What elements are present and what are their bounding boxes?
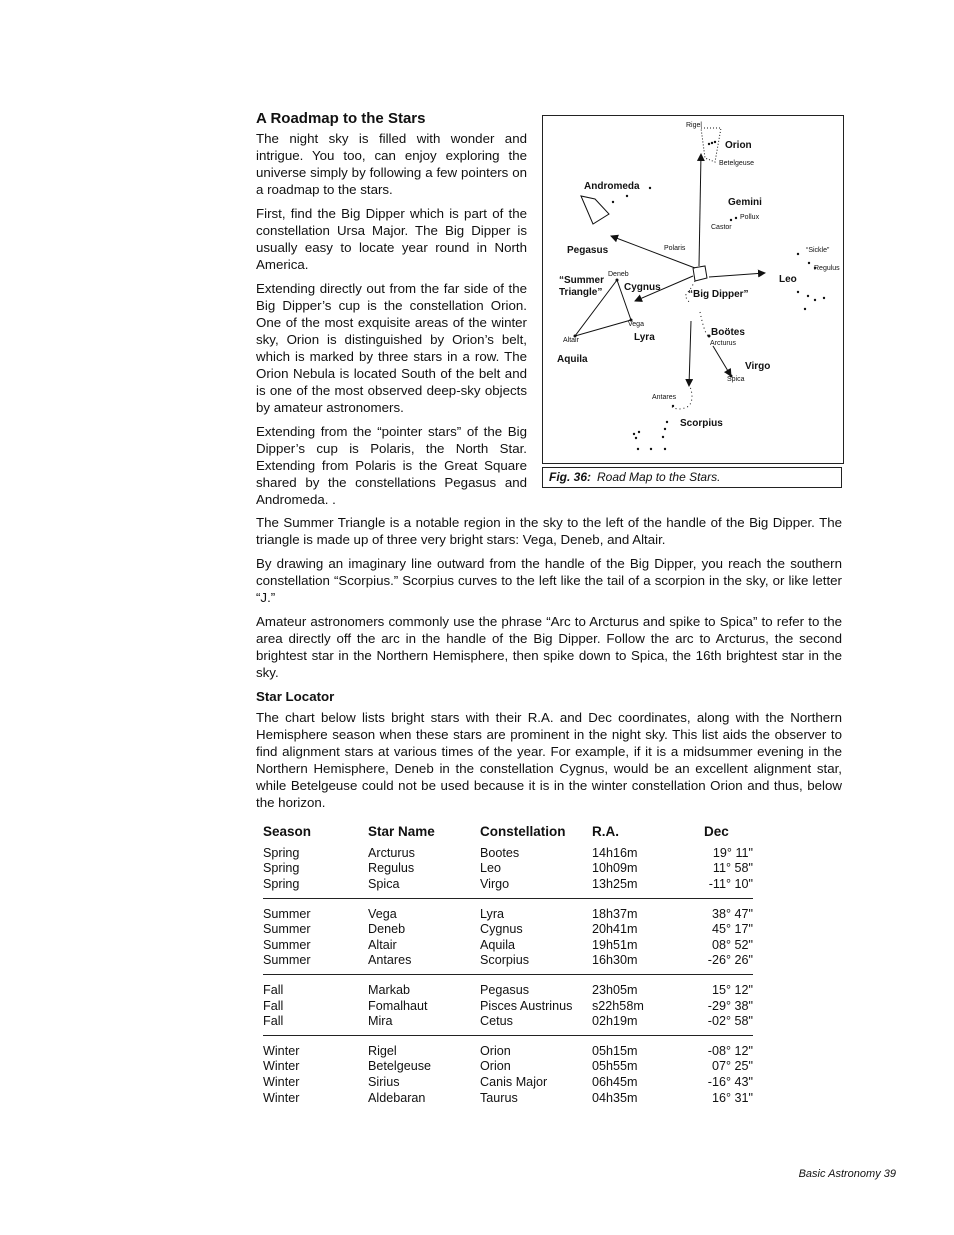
cell-dec: -29° 38" <box>707 998 753 1013</box>
cell-ra: 06h45m <box>592 1074 638 1089</box>
table-row <box>263 1090 753 1106</box>
cell-dec: -26° 26" <box>707 953 753 968</box>
cell-star-name: Spica <box>368 876 400 891</box>
cell-star-name: Aldebaran <box>368 1090 426 1105</box>
cell-dec: 08° 52" <box>711 937 753 952</box>
cell-star-name: Rigel <box>368 1043 397 1058</box>
cell-star-name: Arcturus <box>368 845 415 860</box>
arrow-to-leo <box>709 273 765 277</box>
label-polaris: Polaris <box>664 245 686 252</box>
table-row <box>263 861 753 877</box>
header-season: Season <box>263 823 312 839</box>
cell-star-name: Antares <box>368 953 412 968</box>
table-row <box>263 1074 753 1090</box>
header-constellation: Constellation <box>480 823 566 839</box>
cell-constellation: Pegasus <box>480 982 530 997</box>
cell-dec: -08° 12" <box>707 1043 753 1058</box>
arc-to-arcturus <box>700 312 709 336</box>
paragraph: The night sky is filled with wonder and intrigue. You too, can enjoy exploring the universe simply by following a few pointers on a roadmap to the stars. <box>256 131 527 197</box>
table-row <box>263 906 753 922</box>
label-andromeda: Andromeda <box>584 181 640 192</box>
cell-season: Summer <box>263 906 311 921</box>
big-dipper-cup <box>693 266 707 281</box>
label-summer-triangle-2: Triangle” <box>559 287 603 298</box>
cell-constellation: Cetus <box>480 1014 513 1029</box>
cell-season: Summer <box>263 953 311 968</box>
cell-dec: -11° 10" <box>708 876 753 891</box>
cell-constellation: Scorpius <box>480 953 529 968</box>
label-orion: Orion <box>725 140 752 151</box>
caption-text: Road Map to the Stars. <box>597 470 721 484</box>
column-text <box>256 130 527 515</box>
cell-ra: 23h05m <box>592 982 638 997</box>
table-header <box>263 820 753 842</box>
table-row <box>263 953 753 969</box>
label-altair: Altair <box>563 337 579 344</box>
figure-caption <box>542 467 842 488</box>
label-betelgeuse: Betelgeuse <box>719 160 755 167</box>
cell-season: Winter <box>263 1090 300 1105</box>
cell-constellation: Pisces Austrinus <box>480 998 573 1013</box>
table-body <box>263 842 753 1111</box>
cell-constellation: Leo <box>480 861 502 876</box>
header-dec: Dec <box>704 823 729 839</box>
label-leo: Leo <box>779 274 797 285</box>
cell-ra: 20h41m <box>592 922 638 937</box>
cell-star-name: Betelgeuse <box>368 1059 432 1074</box>
table-row <box>263 1059 753 1075</box>
label-aquila: Aquila <box>557 354 588 365</box>
cell-ra: 05h55m <box>592 1059 638 1074</box>
caption-number: Fig. 36: <box>549 470 592 484</box>
cell-constellation: Virgo <box>480 876 510 891</box>
label-antares: Antares <box>652 394 677 401</box>
star-map-svg <box>543 116 843 463</box>
cell-star-name: Mira <box>368 1014 393 1029</box>
table-row <box>263 845 753 861</box>
section-title: A Roadmap to the Stars <box>256 110 426 127</box>
table-row <box>263 876 753 892</box>
cell-star-name: Sirius <box>368 1074 400 1089</box>
cell-constellation: Aquila <box>480 937 516 952</box>
label-cygnus: Cygnus <box>624 282 661 293</box>
cell-season: Summer <box>263 937 311 952</box>
paragraph: The chart below lists bright stars with their R.A. and Dec coordinates, along with the Northern Hemisphere season when these stars are prominent in the night sky. This list aids the observer to find alignment stars at various times of the year. For example, if it is a midsummer evening in the Northern Hemisphere, Deneb in the constellation Cygnus, would be an excellent alignment star, while Betelgeuse could not be used because it is in the winter constellation Orion and thus, below the horizon. <box>256 710 842 810</box>
cell-dec: -02° 58" <box>707 1014 753 1029</box>
table-row <box>263 982 753 998</box>
cell-dec: -16° 43" <box>707 1074 753 1089</box>
paragraph: Extending from the “pointer stars” of the Big Dipper’s cup is Polaris, the North Star. Extending from Polaris is the Great Square shared by the constellations Pegasus and Andromeda. . <box>256 424 527 507</box>
label-castor: Castor <box>711 224 732 231</box>
great-square <box>581 196 609 224</box>
label-spica: Spica <box>727 376 745 383</box>
label-deneb: Deneb <box>608 271 629 278</box>
label-bootes: Boötes <box>711 327 745 338</box>
table-group <box>263 842 753 898</box>
table-row <box>263 1013 753 1029</box>
paragraph: Extending directly out from the far side of the Big Dipper’s cup is the constellation Orion. One of the most exquisite areas of the winter sky, Orion is distinguished by Orion’s belt, which is marked by three stars in a row. The Orion Nebula is located South of the belt and is one of the most observed deep-sky objects by amateur astronomers. <box>256 281 527 415</box>
cell-star-name: Vega <box>368 906 397 921</box>
cell-season: Spring <box>263 861 300 876</box>
cell-season: Winter <box>263 1059 300 1074</box>
paragraph: Amateur astronomers commonly use the phrase “Arc to Arcturus and spike to Spica” to refer to the area directly off the arc in the handle of the Big Dipper. Follow the arc to Arcturus, the second brightest star in the Northern Hemisphere, then spike down to Spica, the 16th brightest star in the sky. <box>256 614 842 680</box>
cell-constellation: Orion <box>480 1059 511 1074</box>
cell-ra: 18h37m <box>592 906 638 921</box>
table-row <box>263 998 753 1014</box>
cell-dec: 15° 12" <box>711 982 753 997</box>
paragraph: The Summer Triangle is a notable region in the sky to the left of the handle of the Big Dipper. The triangle is made up of three very bright stars: Vega, Deneb, and Altair. <box>256 515 842 547</box>
cell-constellation: Bootes <box>480 845 520 860</box>
cell-constellation: Taurus <box>480 1090 518 1105</box>
arrow-to-scorpius <box>689 321 691 386</box>
cell-dec: 19° 11" <box>712 845 753 860</box>
label-scorpius: Scorpius <box>680 418 723 429</box>
cell-ra: 10h09m <box>592 861 638 876</box>
cell-ra: 05h15m <box>592 1043 638 1058</box>
cell-dec: 07° 25" <box>711 1059 753 1074</box>
cell-season: Fall <box>263 982 284 997</box>
cell-ra: 02h19m <box>592 1014 638 1029</box>
table-row <box>263 1043 753 1059</box>
arrow-to-pegasus <box>611 236 695 268</box>
header-ra: R.A. <box>592 823 619 839</box>
label-arcturus: Arcturus <box>710 340 737 347</box>
cell-season: Fall <box>263 1014 284 1029</box>
spike-to-spica <box>713 346 731 376</box>
cell-constellation: Lyra <box>480 906 505 921</box>
header-star-name: Star Name <box>368 823 435 839</box>
cell-star-name: Markab <box>368 982 410 997</box>
star-locator-table <box>263 820 753 1111</box>
cell-dec: 38° 47" <box>711 906 753 921</box>
cell-season: Fall <box>263 998 284 1013</box>
cell-dec: 45° 17" <box>711 922 753 937</box>
label-gemini: Gemini <box>728 197 762 208</box>
table-group <box>263 1035 753 1111</box>
label-virgo: Virgo <box>745 361 771 372</box>
label-pegasus: Pegasus <box>567 245 609 256</box>
cell-star-name: Deneb <box>368 922 406 937</box>
cell-star-name: Altair <box>368 937 397 952</box>
page-footer: Basic Astronomy 39 <box>798 1168 896 1180</box>
cell-season: Winter <box>263 1043 300 1058</box>
paragraph: By drawing an imaginary line outward from the handle of the Big Dipper, you reach the southern constellation “Scorpius.” Scorpius curves to the left like the tail of a scorpion in the sky, or like letter “J.” <box>256 556 842 605</box>
label-regulus: Regulus <box>814 265 840 272</box>
cell-season: Summer <box>263 922 311 937</box>
subheading: Star Locator <box>256 689 335 704</box>
cell-season: Winter <box>263 1074 300 1089</box>
table-row <box>263 937 753 953</box>
label-lyra: Lyra <box>634 332 655 343</box>
label-pollux: Pollux <box>740 214 760 221</box>
cell-ra: 13h25m <box>592 876 638 891</box>
paragraph: First, find the Big Dipper which is part of the constellation Ursa Major. The Big Dipper is usually easy to locate year round in North America. <box>256 206 527 272</box>
cell-ra: 14h16m <box>592 845 638 860</box>
full-width-text <box>256 514 842 818</box>
arrow-to-orion <box>699 154 701 266</box>
label-vega: Vega <box>628 321 644 328</box>
cell-ra: s22h58m <box>592 998 644 1013</box>
cell-constellation: Cygnus <box>480 922 523 937</box>
cell-ra: 04h35m <box>592 1090 638 1105</box>
label-summer-triangle-1: “Summer <box>559 275 605 286</box>
table-group <box>263 898 753 974</box>
cell-dec: 11° 58" <box>712 861 753 876</box>
orion-outline <box>701 128 721 162</box>
star-roadmap-figure <box>542 115 844 464</box>
cell-ra: 16h30m <box>592 953 638 968</box>
cell-ra: 19h51m <box>592 937 638 952</box>
cell-dec: 16° 31" <box>711 1090 753 1105</box>
table-group <box>263 974 753 1035</box>
cell-star-name: Regulus <box>368 861 415 876</box>
cell-season: Spring <box>263 845 300 860</box>
label-rigel: Rigel <box>686 122 702 129</box>
cell-star-name: Fomalhaut <box>368 998 428 1013</box>
cell-constellation: Canis Major <box>480 1074 548 1089</box>
cell-constellation: Orion <box>480 1043 511 1058</box>
cell-season: Spring <box>263 876 300 891</box>
table-row <box>263 921 753 937</box>
label-big-dipper: “Big Dipper” <box>688 289 749 300</box>
label-sickle: “Sickle” <box>806 247 830 254</box>
